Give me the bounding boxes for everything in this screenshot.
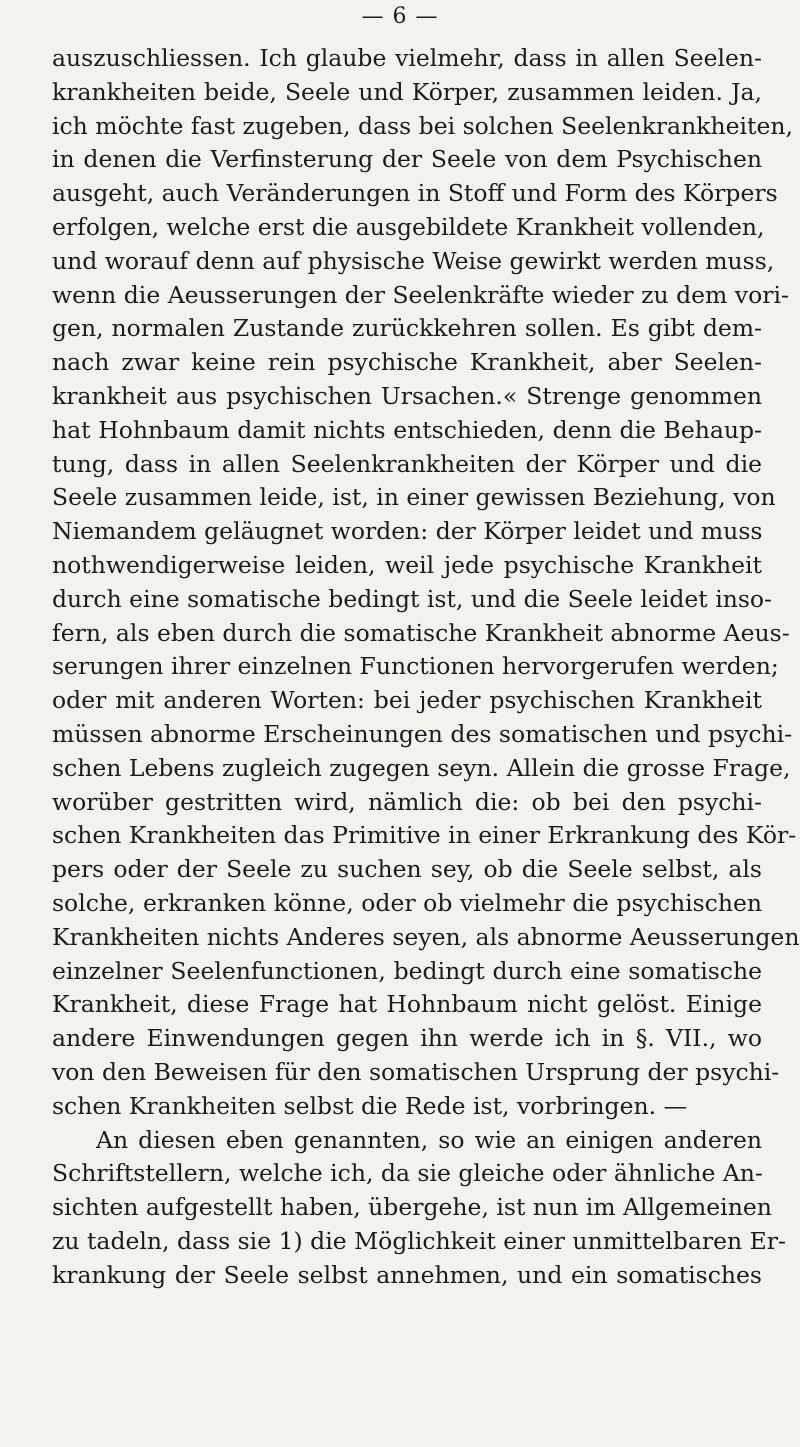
text-line: Niemandem geläugnet worden: der Körper leidet und muss [52,517,763,546]
text-line: nothwendigerweise leiden, weil jede psychische Krankheit [52,550,762,579]
text-line: einzelner Seelenfunctionen, bedingt durch eine somatische [52,956,762,985]
text-line: krankung der Seele selbst annehmen, und ein somatisches [52,1260,762,1289]
text-line: schen Lebens zugleich zugegen seyn. Allein die grosse Frage, [52,753,791,782]
text-line: oder mit anderen Worten: bei jeder psychischen Krankheit [52,686,762,715]
text-line: schen Krankheiten das Primitive in einer Erkrankung des Kör- [52,821,797,850]
text-line: gen, normalen Zustande zurückkehren sollen. Es gibt dem- [52,314,762,343]
text-line: Krankheit, diese Frage hat Hohnbaum nicht gelöst. Einige [52,990,762,1019]
text-line: worüber gestritten wird, nämlich die: ob bei den psychi- [52,787,762,816]
text-line: wenn die Aeusserungen der Seelenkräfte wieder zu dem vori- [52,280,789,309]
page-number: — 6 — [361,4,439,29]
text-line: fern, als eben durch die somatische Krankheit abnorme Aeus- [52,618,790,647]
text-line: serungen ihrer einzelnen Functionen hervorgerufen werden; [52,652,779,681]
text-line: solche, erkranken könne, oder ob vielmehr die psychischen [52,888,762,917]
text-line: nach zwar keine rein psychische Krankheit, aber Seelen- [52,348,762,377]
text-line: und worauf denn auf physische Weise gewirkt werden muss, [52,246,775,275]
text-line: auszuschliessen. Ich glaube vielmehr, dass in allen Seelen- [52,44,762,72]
text-line: in denen die Verfinsterung der Seele von dem Psychischen [52,145,762,174]
text-line: andere Einwendungen gegen ihn werde ich in §. VII., wo [52,1024,762,1053]
text-line: krankheiten beide, Seele und Körper, zusammen leiden. Ja, [52,77,762,106]
text-line: Schriftstellern, welche ich, da sie gleiche oder ähnliche An- [52,1159,763,1188]
text-line: zu tadeln, dass sie 1) die Möglichkeit einer unmittelbaren Er- [52,1226,786,1255]
text-line: pers oder der Seele zu suchen sey, ob die Seele selbst, als [52,855,762,884]
text-line: erfolgen, welche erst die ausgebildete Krankheit vollenden, [52,212,765,241]
text-line-paragraph-start: An diesen eben genannten, so wie an einigen anderen [96,1125,762,1154]
text-line: Krankheiten nichts Anderes seyen, als abnorme Aeusserungen [52,922,800,951]
text-line: schen Krankheiten selbst die Rede ist, vorbringen. — [52,1091,688,1120]
text-line: hat Hohnbaum damit nichts entschieden, denn die Behaup- [52,415,762,444]
text-line: sichten aufgestellt haben, übergehe, ist nun im Allgemeinen [52,1193,772,1222]
text-line: müssen abnorme Erscheinungen des somatischen und psychi- [52,719,793,748]
text-line: krankheit aus psychischen Ursachen.« Strenge genommen [52,381,762,410]
text-line: ausgeht, auch Veränderungen in Stoff und Form des Körpers [52,179,778,208]
text-line: tung, dass in allen Seelenkrankheiten der Körper und die [52,449,762,478]
body-text [52,42,800,1292]
text-line: durch eine somatische bedingt ist, und die Seele leidet inso- [52,584,772,613]
text-line: ich möchte fast zugeben, dass bei solchen Seelenkrankheiten, [52,111,793,140]
text-line: Seele zusammen leide, ist, in einer gewissen Beziehung, von [52,483,776,512]
text-line: von den Beweisen für den somatischen Ursprung der psychi- [52,1057,780,1086]
